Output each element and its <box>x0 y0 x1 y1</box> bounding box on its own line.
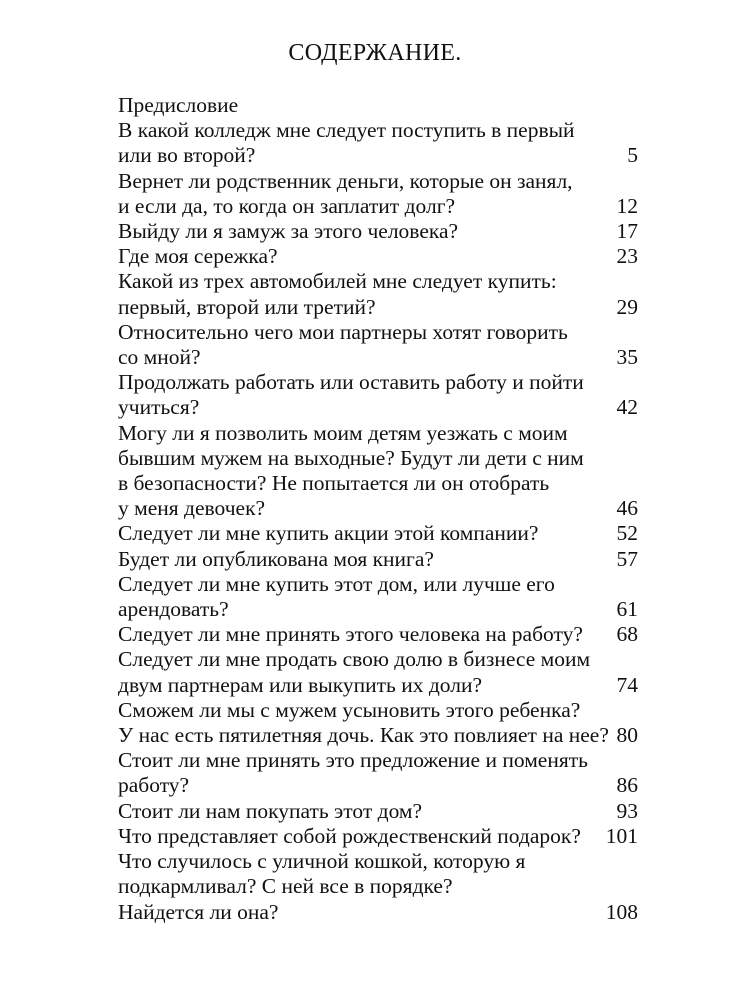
toc-entry-text: Следует ли мне купить акции этой компании? <box>118 521 539 546</box>
toc-entry-text: Продолжать работать или оставить работу и пойти <box>118 370 584 395</box>
toc-page-number: 74 <box>616 672 638 697</box>
page-title: СОДЕРЖАНИЕ. <box>288 40 462 66</box>
toc-page-number: 23 <box>616 244 638 269</box>
toc-page-number: 61 <box>616 597 638 622</box>
toc-entry <box>118 421 638 522</box>
toc-entry <box>118 547 638 572</box>
toc-entry-text: работу? <box>118 773 190 798</box>
toc-entry <box>118 269 638 319</box>
toc-page-number: 108 <box>605 899 638 924</box>
toc-page-number: 17 <box>616 219 638 244</box>
toc-page-number: 86 <box>616 773 638 798</box>
toc-entry <box>118 622 638 647</box>
toc-entry-text: и если да, то когда он заплатит долг? <box>118 193 456 218</box>
toc-entry-text: первый, второй или третий? <box>118 294 376 319</box>
toc-entry <box>118 118 638 168</box>
table-of-contents <box>118 93 638 925</box>
toc-page-number: 80 <box>616 723 638 748</box>
toc-entry-text: двум партнерам или выкупить их доли? <box>118 672 483 697</box>
toc-entry <box>118 320 638 370</box>
toc-entry <box>118 93 638 118</box>
toc-entry-text: Предисловие <box>118 93 239 117</box>
toc-entry-text: арендовать? <box>118 597 229 622</box>
toc-page-number: 93 <box>616 798 638 823</box>
toc-entry-text: Следует ли мне принять этого человека на работу? <box>118 622 583 647</box>
toc-entry <box>118 647 638 697</box>
toc-page-number: 29 <box>616 294 638 319</box>
toc-entry <box>118 244 638 269</box>
toc-entry-text: подкармливал? С ней все в порядке? <box>118 874 453 899</box>
toc-entry-text: учиться? <box>118 395 200 420</box>
toc-entry <box>118 169 638 219</box>
toc-entry <box>118 849 638 925</box>
toc-page-number: 12 <box>616 193 638 218</box>
toc-entry-text: Что представляет собой рождественский подарок? <box>118 823 581 848</box>
toc-entry <box>118 521 638 546</box>
toc-entry-text: бывшим мужем на выходные? Будут ли дети с ним <box>118 445 584 470</box>
toc-page-number: 57 <box>616 546 638 571</box>
toc-entry-text: Следует ли мне продать свою долю в бизнесе моим <box>118 647 591 672</box>
toc-entry-text: со мной? <box>118 345 201 370</box>
toc-entry-text: Сможем ли мы с мужем усыновить этого ребенка? <box>118 697 581 722</box>
toc-entry-text: Где моя сережка? <box>118 244 278 269</box>
toc-page-number: 5 <box>627 143 638 168</box>
toc-entry-text: У нас есть пятилетняя дочь. Как это повлияет на нее? <box>118 723 609 748</box>
toc-entry-text: или во второй? <box>118 143 256 168</box>
toc-entry-text: в безопасности? Не попытается ли он отобрать <box>118 471 550 496</box>
toc-page-number: 68 <box>616 622 638 647</box>
toc-entry-text: у меня девочек? <box>118 496 266 521</box>
toc-entry-text: В какой колледж мне следует поступить в первый <box>118 118 575 143</box>
toc-entry <box>118 370 638 420</box>
toc-entry-text: Выйду ли я замуж за этого человека? <box>118 219 459 244</box>
toc-entry-text: Какой из трех автомобилей мне следует купить: <box>118 269 557 294</box>
toc-entry <box>118 824 638 849</box>
toc-entry-text: Относительно чего мои партнеры хотят говорить <box>118 319 568 344</box>
toc-entry-text: Стоит ли мне принять это предложение и поменять <box>118 748 588 773</box>
toc-entry <box>118 799 638 824</box>
toc-entry-text: Будет ли опубликована моя книга? <box>118 546 434 571</box>
toc-entry-text: Стоит ли нам покупать этот дом? <box>118 798 423 823</box>
toc-entry-text: Найдется ли она? <box>118 899 279 924</box>
toc-entry-text: Вернет ли родственник деньги, которые он занял, <box>118 168 573 193</box>
toc-entry <box>118 698 638 748</box>
toc-entry-text: Что случилось с уличной кошкой, которую я <box>118 849 526 874</box>
toc-page-number: 101 <box>605 823 638 848</box>
toc-page-number: 52 <box>616 521 638 546</box>
toc-page-number: 35 <box>616 345 638 370</box>
toc-entry <box>118 748 638 798</box>
toc-entry-text: Могу ли я позволить моим детям уезжать с моим <box>118 420 568 445</box>
toc-page-number: 42 <box>616 395 638 420</box>
toc-entry-text: Следует ли мне купить этот дом, или лучше его <box>118 571 555 596</box>
toc-page-number: 46 <box>616 496 638 521</box>
toc-entry <box>118 572 638 622</box>
toc-entry <box>118 219 638 244</box>
